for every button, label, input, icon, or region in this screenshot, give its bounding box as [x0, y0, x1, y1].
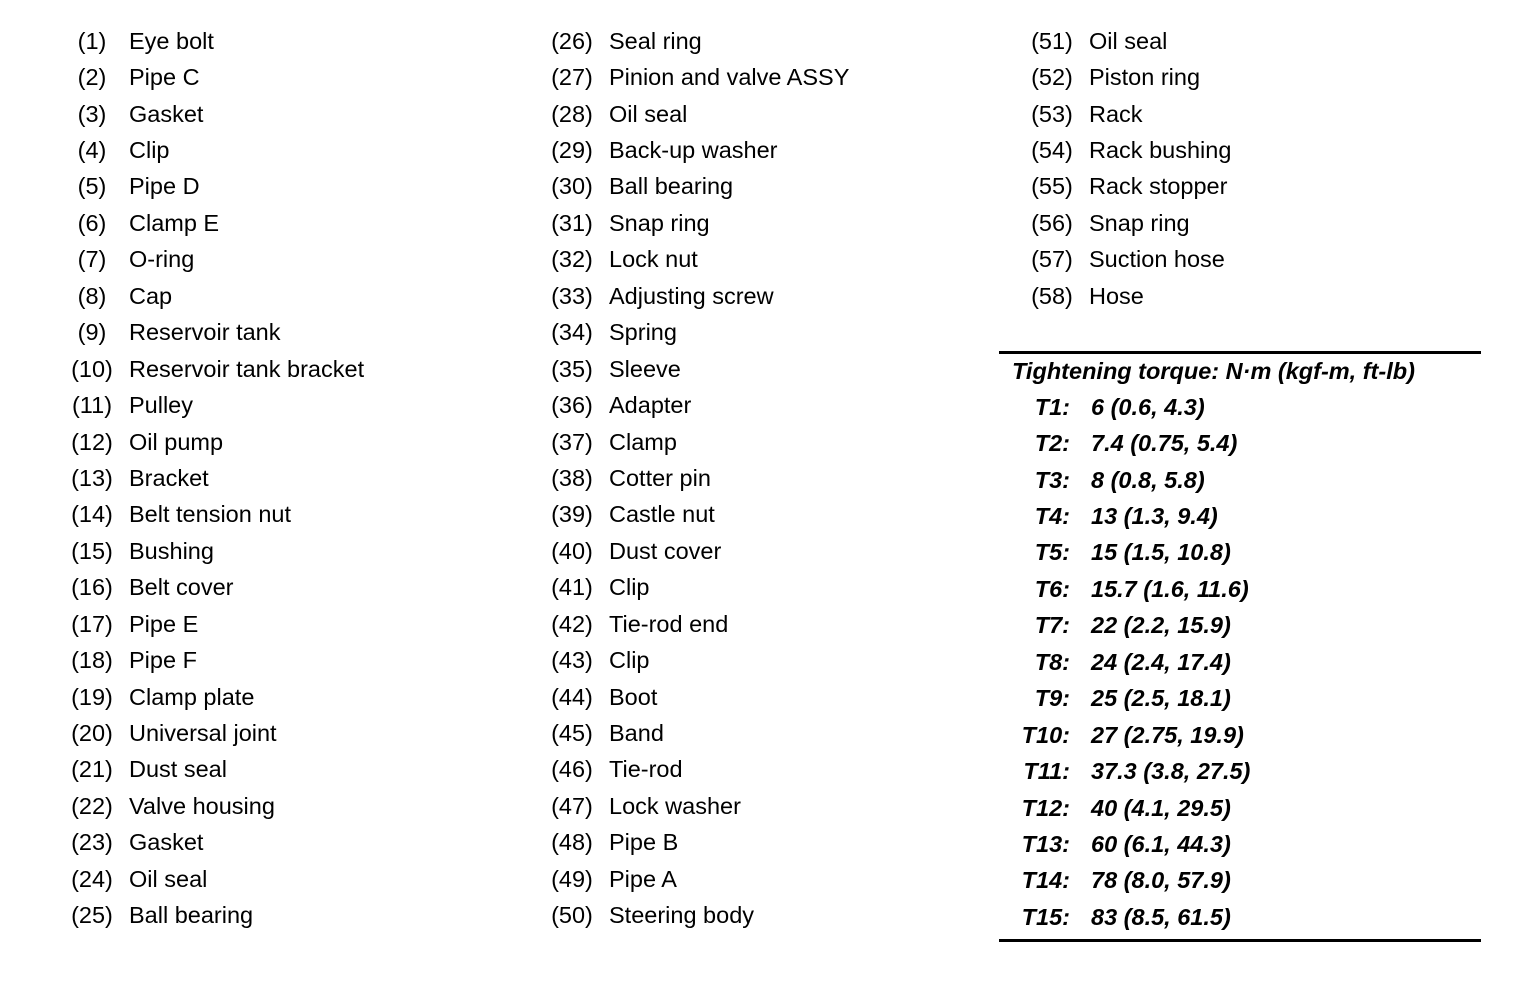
torque-code: T8: — [1034, 648, 1070, 675]
list-item — [535, 23, 849, 59]
list-item — [535, 752, 849, 788]
list-item — [55, 533, 364, 569]
part-number: (15) — [71, 537, 113, 564]
list-item — [535, 715, 849, 751]
list-item — [55, 424, 364, 460]
part-name: Oil seal — [609, 100, 688, 127]
torque-code: T1: — [1034, 393, 1070, 420]
part-number: (37) — [551, 428, 593, 455]
torque-code: T11: — [1023, 758, 1070, 785]
torque-row — [999, 535, 1481, 571]
part-number: (45) — [551, 720, 593, 747]
part-name: Oil seal — [1089, 27, 1168, 54]
list-item — [1015, 23, 1231, 59]
part-number: (23) — [71, 829, 113, 856]
part-number: (42) — [551, 610, 593, 637]
list-item — [55, 96, 364, 132]
part-name: Band — [609, 720, 664, 747]
torque-value: 24 (2.4, 17.4) — [1091, 648, 1231, 675]
part-number: (33) — [551, 282, 593, 309]
list-item — [535, 424, 849, 460]
torque-value: 15 (1.5, 10.8) — [1091, 539, 1231, 566]
part-number: (47) — [551, 792, 593, 819]
list-item — [535, 132, 849, 168]
part-name: Tie-rod end — [609, 610, 729, 637]
torque-value: 83 (8.5, 61.5) — [1091, 903, 1231, 930]
part-number: (48) — [551, 829, 593, 856]
part-name: Reservoir tank bracket — [129, 355, 365, 382]
part-number: (16) — [71, 574, 113, 601]
part-number: (18) — [71, 647, 113, 674]
part-number: (13) — [71, 464, 113, 491]
list-item — [55, 460, 364, 496]
part-number: (25) — [71, 902, 113, 929]
part-number: (10) — [71, 355, 113, 382]
list-item — [535, 59, 849, 95]
torque-value: 78 (8.0, 57.9) — [1091, 867, 1231, 894]
list-item — [1015, 132, 1231, 168]
part-name: Clip — [609, 574, 650, 601]
list-item — [1015, 59, 1231, 95]
part-name: Adjusting screw — [609, 282, 774, 309]
torque-row — [999, 608, 1481, 644]
part-name: Clip — [609, 647, 650, 674]
part-number: (34) — [551, 319, 593, 346]
list-item — [55, 570, 364, 606]
list-item — [535, 497, 849, 533]
part-number: (11) — [71, 392, 113, 419]
list-item — [55, 642, 364, 678]
part-number: (35) — [551, 355, 593, 382]
part-number: (8) — [77, 282, 107, 309]
list-item — [55, 132, 364, 168]
list-item — [55, 752, 364, 788]
part-number: (56) — [1031, 209, 1073, 236]
list-item — [535, 460, 849, 496]
list-item — [55, 606, 364, 642]
torque-row — [999, 790, 1481, 826]
part-name: Dust cover — [609, 537, 722, 564]
part-name: Castle nut — [609, 501, 715, 528]
torque-value: 8 (0.8, 5.8) — [1091, 466, 1205, 493]
part-name: Snap ring — [1089, 209, 1190, 236]
torque-code: T3: — [1034, 466, 1070, 493]
torque-value: 7.4 (0.75, 5.4) — [1091, 430, 1238, 457]
part-name: Lock nut — [609, 246, 698, 273]
part-name: Rack stopper — [1089, 173, 1228, 200]
part-name: Pulley — [129, 392, 194, 419]
torque-row — [999, 644, 1481, 680]
torque-code: T10: — [1021, 721, 1070, 748]
torque-value: 25 (2.5, 18.1) — [1091, 685, 1231, 712]
parts-column-3 — [1015, 23, 1231, 315]
list-item — [535, 825, 849, 861]
torque-table-title: Tightening torque: N·m (kgf-m, ft-lb) — [1012, 358, 1415, 384]
list-item — [535, 570, 849, 606]
list-item — [55, 387, 364, 423]
part-number: (52) — [1031, 64, 1073, 91]
list-item — [55, 861, 364, 897]
part-name: Gasket — [129, 100, 204, 127]
part-name: Pipe D — [129, 173, 200, 200]
torque-row — [999, 389, 1481, 425]
list-item — [55, 898, 364, 934]
torque-value: 22 (2.2, 15.9) — [1091, 612, 1231, 639]
list-item — [535, 679, 849, 715]
part-name: Clip — [129, 137, 170, 164]
part-name: Cotter pin — [609, 464, 711, 491]
list-item — [55, 278, 364, 314]
part-name: Dust seal — [129, 756, 227, 783]
part-name: Bushing — [129, 537, 214, 564]
torque-row — [999, 826, 1481, 862]
list-item — [535, 606, 849, 642]
part-number: (5) — [77, 173, 107, 200]
part-name: Gasket — [129, 829, 204, 856]
torque-code: T6: — [1034, 575, 1070, 602]
torque-value: 27 (2.75, 19.9) — [1091, 721, 1244, 748]
part-number: (14) — [71, 501, 113, 528]
part-name: Cap — [129, 282, 173, 309]
torque-code: T15: — [1021, 903, 1070, 930]
list-item — [55, 169, 364, 205]
torque-code: T2: — [1034, 430, 1070, 457]
part-number: (1) — [77, 27, 107, 54]
part-name: Clamp plate — [129, 683, 255, 710]
part-number: (12) — [71, 428, 113, 455]
part-name: O-ring — [129, 246, 195, 273]
torque-row — [999, 462, 1481, 498]
list-item — [535, 169, 849, 205]
tightening-torque-table — [999, 351, 1481, 942]
part-number: (49) — [551, 865, 593, 892]
list-item — [535, 533, 849, 569]
part-name: Boot — [609, 683, 658, 710]
torque-code: T4: — [1034, 503, 1070, 530]
part-name: Ball bearing — [609, 173, 734, 200]
list-item — [55, 242, 364, 278]
list-item — [55, 679, 364, 715]
torque-row — [999, 717, 1481, 753]
part-number: (38) — [551, 464, 593, 491]
part-number: (53) — [1031, 100, 1073, 127]
list-item — [1015, 96, 1231, 132]
part-number: (19) — [71, 683, 113, 710]
part-number: (51) — [1031, 27, 1073, 54]
part-number: (7) — [77, 246, 107, 273]
list-item — [535, 242, 849, 278]
part-number: (40) — [551, 537, 593, 564]
part-name: Back-up washer — [609, 137, 778, 164]
part-number: (30) — [551, 173, 593, 200]
part-name: Piston ring — [1089, 64, 1201, 91]
part-name: Seal ring — [609, 27, 702, 54]
list-item — [55, 788, 364, 824]
list-item — [1015, 278, 1231, 314]
list-item — [1015, 242, 1231, 278]
part-number: (36) — [551, 392, 593, 419]
part-number: (44) — [551, 683, 593, 710]
list-item — [1015, 205, 1231, 241]
list-item — [55, 825, 364, 861]
part-number: (32) — [551, 246, 593, 273]
part-number: (39) — [551, 501, 593, 528]
torque-row — [999, 425, 1481, 461]
part-name: Pinion and valve ASSY — [609, 64, 850, 91]
part-name: Suction hose — [1089, 246, 1225, 273]
part-number: (9) — [77, 319, 107, 346]
torque-code: T7: — [1034, 612, 1070, 639]
part-name: Belt cover — [129, 574, 234, 601]
torque-value: 13 (1.3, 9.4) — [1091, 503, 1218, 530]
torque-row — [999, 899, 1481, 935]
torque-row — [999, 681, 1481, 717]
list-item — [1015, 169, 1231, 205]
torque-code: T13: — [1021, 830, 1070, 857]
part-name: Pipe C — [129, 64, 200, 91]
list-item — [55, 351, 364, 387]
part-name: Ball bearing — [129, 902, 254, 929]
part-number: (29) — [551, 137, 593, 164]
part-name: Oil seal — [129, 865, 208, 892]
part-name: Valve housing — [129, 792, 275, 819]
part-name: Steering body — [609, 902, 755, 929]
part-number: (54) — [1031, 137, 1073, 164]
list-item — [535, 351, 849, 387]
part-number: (24) — [71, 865, 113, 892]
part-name: Clamp — [609, 428, 677, 455]
part-number: (26) — [551, 27, 593, 54]
part-name: Spring — [609, 319, 677, 346]
part-name: Snap ring — [609, 209, 710, 236]
part-name: Reservoir tank — [129, 319, 281, 346]
parts-column-2 — [535, 23, 849, 934]
part-name: Sleeve — [609, 355, 681, 382]
part-name: Rack bushing — [1089, 137, 1232, 164]
part-name: Adapter — [609, 392, 692, 419]
list-item — [535, 96, 849, 132]
part-number: (31) — [551, 209, 593, 236]
part-name: Oil pump — [129, 428, 224, 455]
part-number: (22) — [71, 792, 113, 819]
part-name: Belt tension nut — [129, 501, 291, 528]
part-number: (43) — [551, 647, 593, 674]
list-item — [55, 59, 364, 95]
part-number: (55) — [1031, 173, 1073, 200]
list-item — [535, 788, 849, 824]
torque-row — [999, 498, 1481, 534]
list-item — [535, 642, 849, 678]
part-number: (6) — [77, 209, 107, 236]
part-name: Bracket — [129, 464, 209, 491]
part-number: (46) — [551, 756, 593, 783]
torque-row — [999, 753, 1481, 789]
part-number: (57) — [1031, 246, 1073, 273]
list-item — [535, 278, 849, 314]
list-item — [535, 898, 849, 934]
part-number: (17) — [71, 610, 113, 637]
part-number: (28) — [551, 100, 593, 127]
list-item — [535, 205, 849, 241]
torque-code: T9: — [1034, 685, 1070, 712]
list-item — [55, 497, 364, 533]
part-name: Hose — [1089, 282, 1144, 309]
parts-column-1 — [55, 23, 364, 934]
list-item — [55, 315, 364, 351]
list-item — [55, 715, 364, 751]
part-number: (20) — [71, 720, 113, 747]
part-name: Pipe E — [129, 610, 199, 637]
torque-code: T14: — [1021, 867, 1070, 894]
list-item — [535, 387, 849, 423]
part-name: Eye bolt — [129, 27, 214, 54]
torque-code: T12: — [1021, 794, 1070, 821]
part-number: (2) — [77, 64, 107, 91]
part-name: Rack — [1089, 100, 1143, 127]
list-item — [55, 205, 364, 241]
torque-value: 37.3 (3.8, 27.5) — [1091, 758, 1251, 785]
torque-value: 60 (6.1, 44.3) — [1091, 830, 1231, 857]
part-name: Clamp E — [129, 209, 220, 236]
part-number: (41) — [551, 574, 593, 601]
torque-value: 6 (0.6, 4.3) — [1091, 393, 1205, 420]
part-name: Pipe A — [609, 865, 677, 892]
list-item — [535, 315, 849, 351]
torque-code: T5: — [1034, 539, 1070, 566]
part-name: Universal joint — [129, 720, 277, 747]
part-name: Lock washer — [609, 792, 741, 819]
part-number: (3) — [77, 100, 107, 127]
part-name: Pipe F — [129, 647, 197, 674]
part-name: Tie-rod — [609, 756, 683, 783]
torque-row — [999, 571, 1481, 607]
part-number: (50) — [551, 902, 593, 929]
torque-value: 40 (4.1, 29.5) — [1091, 794, 1231, 821]
part-number: (58) — [1031, 282, 1073, 309]
part-number: (21) — [71, 756, 113, 783]
list-item — [55, 23, 364, 59]
torque-row — [999, 863, 1481, 899]
torque-value: 15.7 (1.6, 11.6) — [1091, 575, 1249, 602]
list-item — [535, 861, 849, 897]
part-number: (4) — [77, 137, 107, 164]
part-name: Pipe B — [609, 829, 679, 856]
part-number: (27) — [551, 64, 593, 91]
